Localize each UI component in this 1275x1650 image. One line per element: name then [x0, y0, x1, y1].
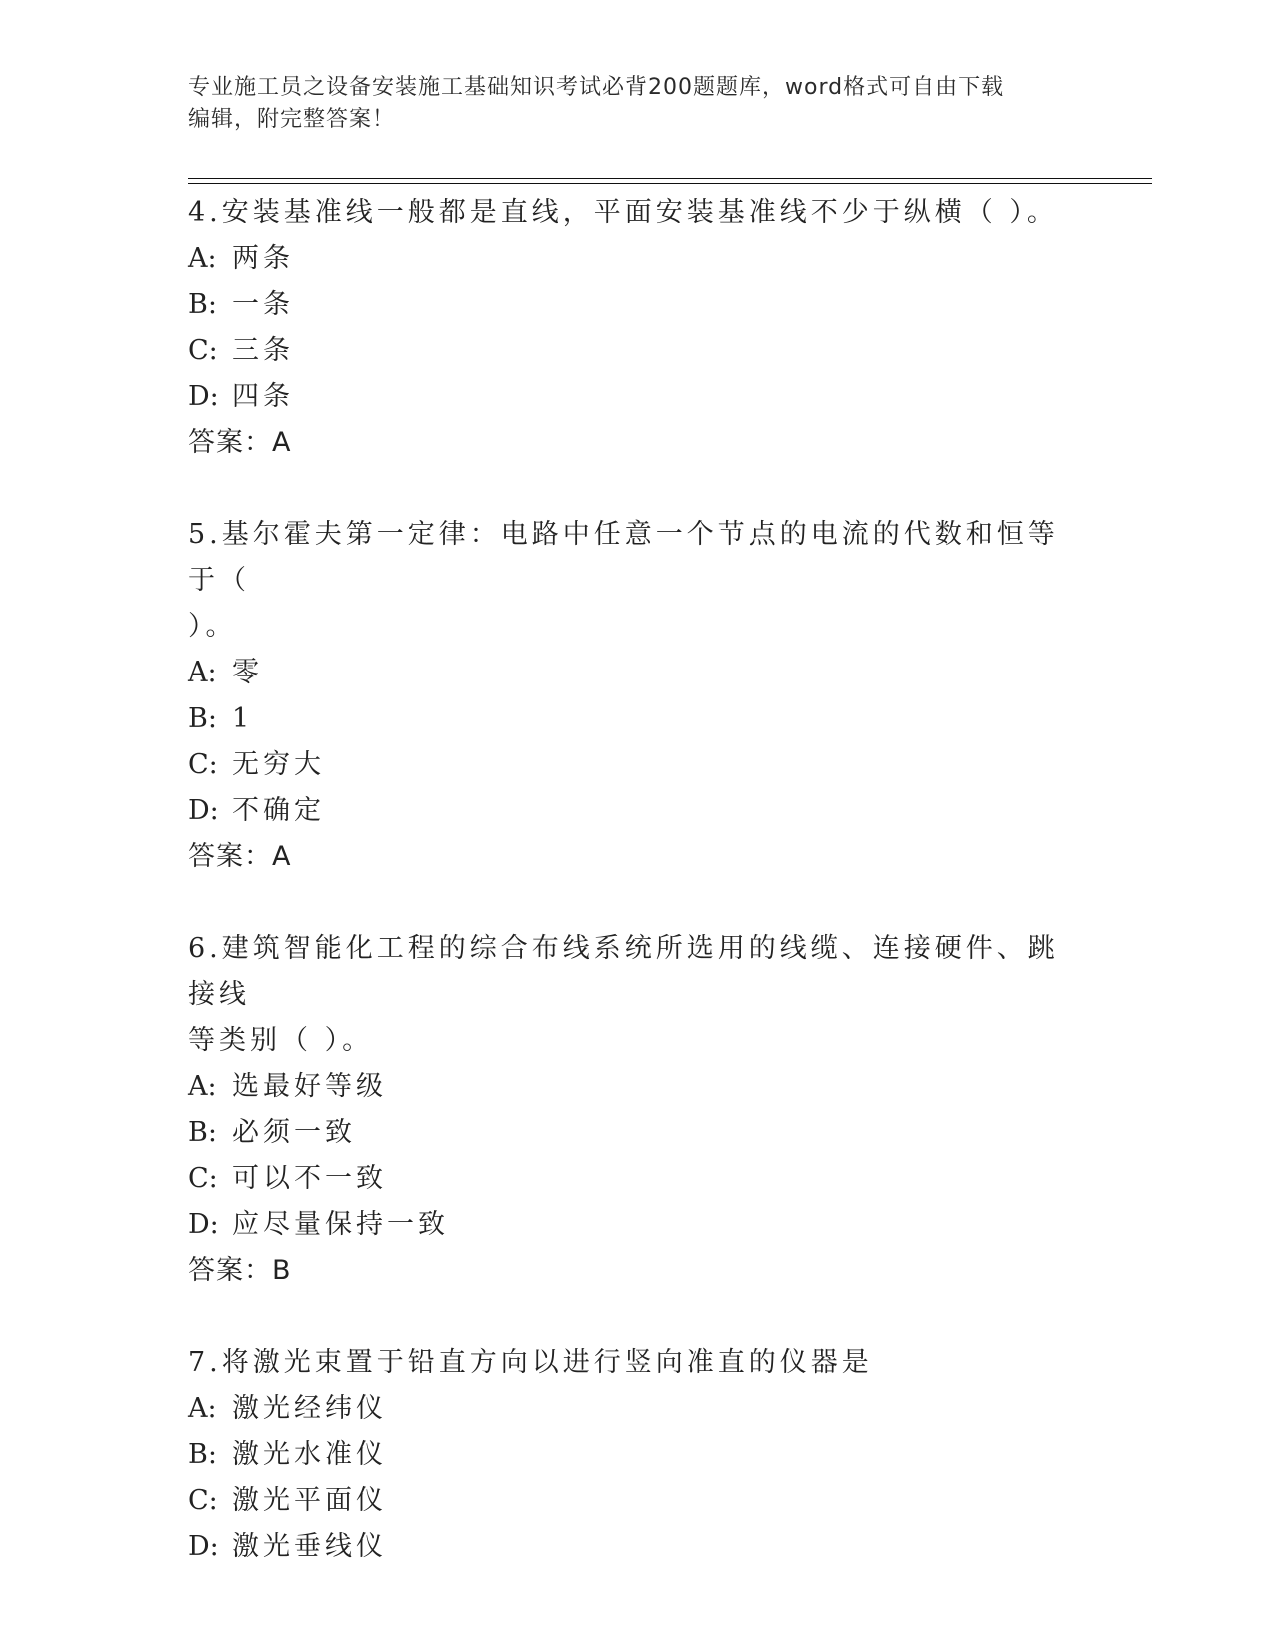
option-text: 应尽量保持一致 [232, 1209, 449, 1240]
option-d [188, 1524, 1068, 1570]
header-line-2: 编辑，附完整答案！ [188, 107, 396, 132]
question-item [188, 190, 1068, 466]
question-text: 7.将激光束置于铅直方向以进行竖向准直的仪器是 [188, 1347, 873, 1378]
option-text: 1 [232, 703, 254, 734]
option-text: 激光水准仪 [232, 1439, 387, 1470]
option-b [188, 1110, 1068, 1156]
option-a [188, 1064, 1068, 1110]
option-text: 不确定 [232, 795, 325, 826]
option-d [188, 374, 1068, 420]
question-text: 6.建筑智能化工程的综合布线系统所选用的线缆、连接硬件、跳接线 [188, 933, 1059, 1010]
option-text: 无穷大 [232, 749, 325, 780]
question-item [188, 1340, 1068, 1570]
option-b [188, 696, 1068, 742]
option-letter: C: [188, 1163, 218, 1194]
option-letter: A: [188, 1393, 217, 1424]
option-letter: D: [188, 795, 219, 826]
option-letter: B: [188, 703, 217, 734]
option-letter: B: [188, 1117, 217, 1148]
option-d [188, 1202, 1068, 1248]
option-text: 一条 [232, 289, 294, 320]
option-a [188, 1386, 1068, 1432]
option-letter: A: [188, 1071, 217, 1102]
option-text: 必须一致 [232, 1117, 356, 1148]
question-item [188, 512, 1068, 880]
question-list [188, 190, 1068, 1616]
option-c [188, 1156, 1068, 1202]
option-d [188, 788, 1068, 834]
answer-text: 答案：B [188, 1255, 292, 1286]
option-letter: B: [188, 289, 217, 320]
option-letter: D: [188, 1209, 219, 1240]
option-a [188, 236, 1068, 282]
option-b [188, 1432, 1068, 1478]
option-c [188, 742, 1068, 788]
option-text: 四条 [232, 381, 294, 412]
option-letter: C: [188, 1485, 218, 1516]
option-b [188, 282, 1068, 328]
header-divider-top [188, 178, 1152, 179]
option-letter: C: [188, 749, 218, 780]
option-text: 激光经纬仪 [232, 1393, 387, 1424]
document-header [188, 72, 1068, 136]
answer-text: 答案：A [188, 427, 292, 458]
option-letter: A: [188, 657, 217, 688]
option-text: 零 [232, 657, 263, 688]
answer-text: 答案：A [188, 841, 292, 872]
question-text: 5.基尔霍夫第一定律：电路中任意一个节点的电流的代数和恒等于（ [188, 519, 1059, 596]
option-text: 可以不一致 [232, 1163, 387, 1194]
option-letter: D: [188, 1531, 219, 1562]
option-text: 激光垂线仪 [232, 1531, 387, 1562]
question-text-continued: 等类别（ ）。 [188, 1025, 374, 1056]
question-item [188, 926, 1068, 1294]
header-line-1: 专业施工员之设备安装施工基础知识考试必背200题题库，word格式可自由下载 [188, 75, 1005, 100]
question-text: 4.安装基准线一般都是直线，平面安装基准线不少于纵横（ ）。 [188, 197, 1058, 228]
question-text-continued: ）。 [188, 611, 237, 642]
option-letter: D: [188, 381, 219, 412]
option-a [188, 650, 1068, 696]
option-c [188, 328, 1068, 374]
option-text: 三条 [232, 335, 294, 366]
option-c [188, 1478, 1068, 1524]
header-divider-bottom [188, 183, 1152, 184]
option-text: 两条 [232, 243, 294, 274]
option-letter: B: [188, 1439, 217, 1470]
option-text: 激光平面仪 [232, 1485, 387, 1516]
option-letter: C: [188, 335, 218, 366]
option-letter: A: [188, 243, 217, 274]
option-text: 选最好等级 [232, 1071, 387, 1102]
